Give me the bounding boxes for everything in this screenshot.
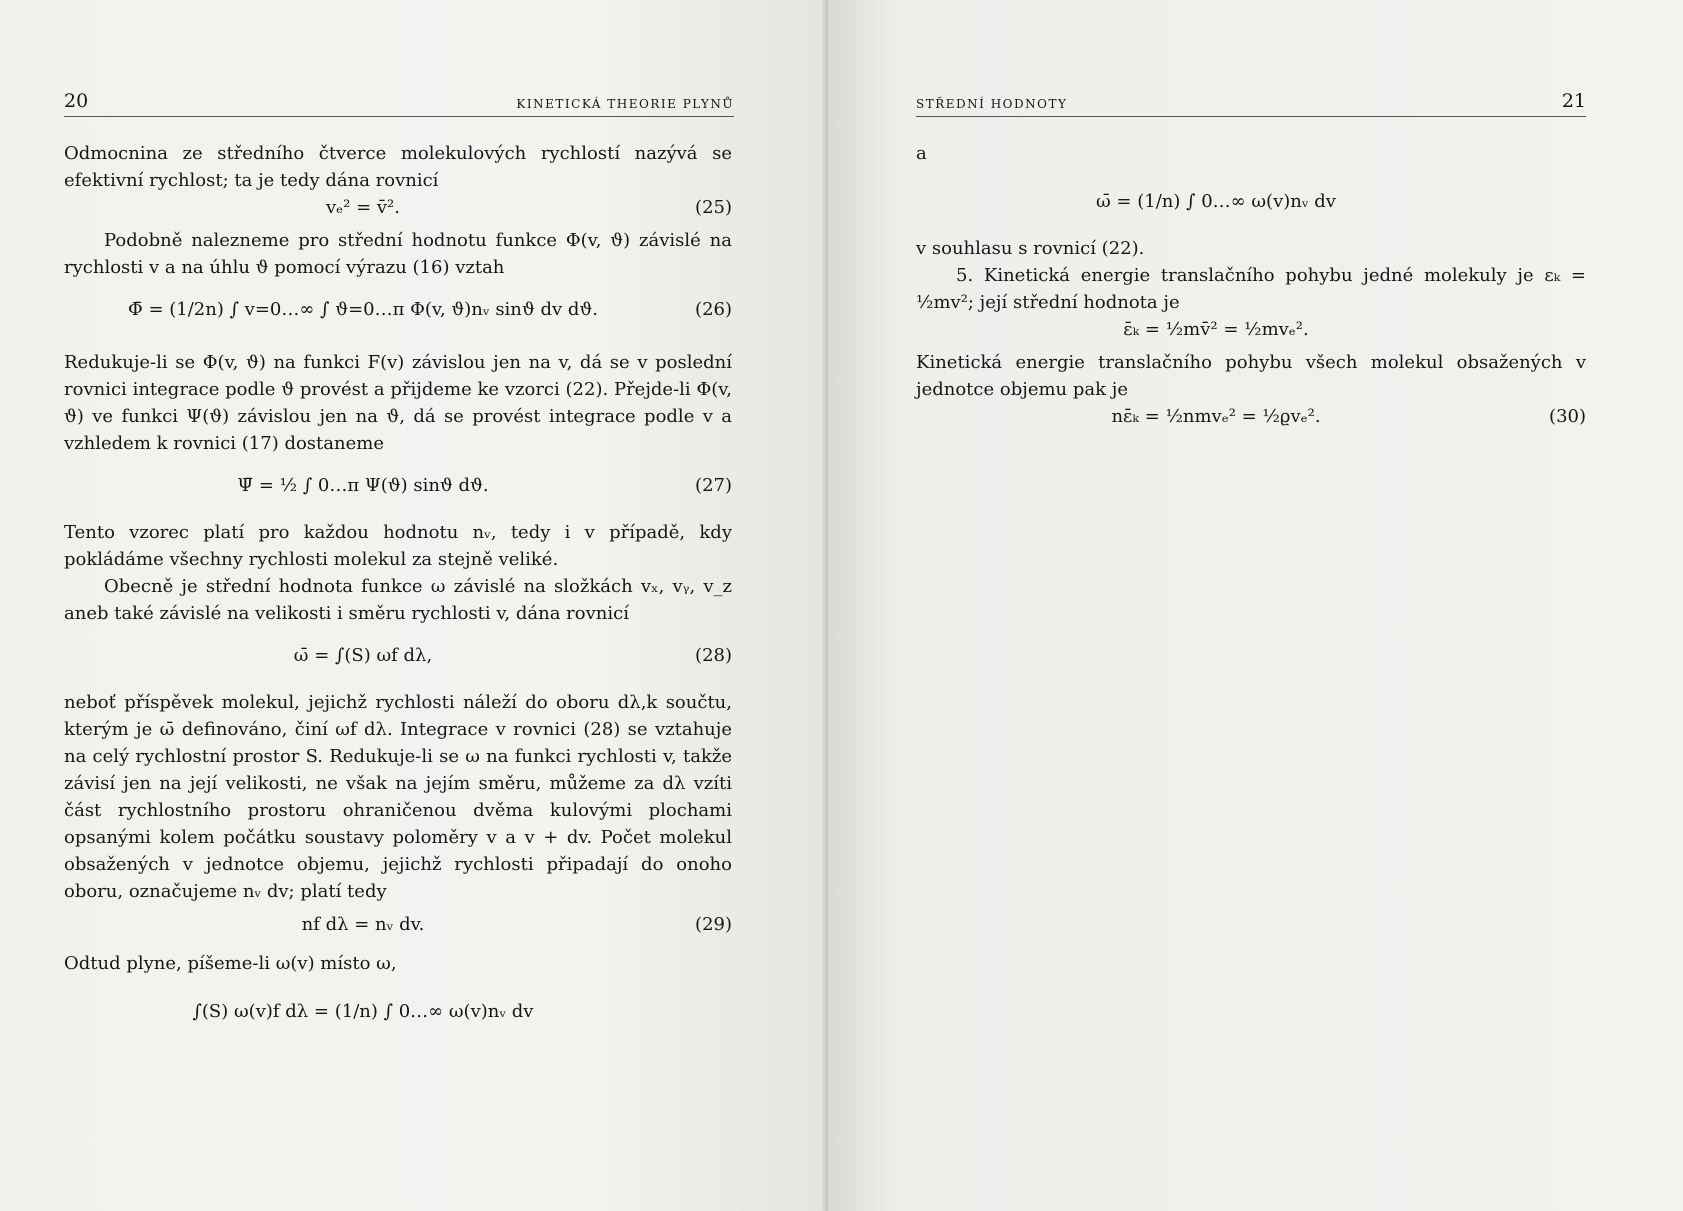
equation-body: Ψ̄ = ½ ∫ 0…π Ψ(ϑ) sinϑ dϑ. bbox=[237, 474, 489, 496]
equation-body: vₑ² = v̄². bbox=[326, 197, 400, 218]
equation-29 bbox=[64, 911, 732, 938]
equation-number: (30) bbox=[1549, 406, 1586, 427]
paragraph: Kinetická energie translačního pohybu všech molekul obsažených v jednotce objemu pak je bbox=[916, 352, 1586, 400]
paragraph: v souhlasu s rovnicí (22). bbox=[916, 238, 1145, 259]
left-page bbox=[0, 0, 828, 1211]
paragraph: Podobně nalezneme pro střední hodnotu funkce Φ(v, ϑ) závislé na rychlosti v a na úhlu ϑ pomocí výrazu (16) vztah bbox=[64, 230, 732, 278]
equation-body: ω̄ = (1/n) ∫ 0…∞ ω(v)nᵥ dv bbox=[1096, 190, 1336, 212]
equation-body: ∫(S) ω(v)f dλ = (1/n) ∫ 0…∞ ω(v)nᵥ dv bbox=[192, 1000, 534, 1022]
equation-unnumbered bbox=[916, 316, 1586, 343]
equation-26 bbox=[64, 281, 732, 337]
equation-number: (29) bbox=[695, 914, 732, 935]
equation-number: (28) bbox=[695, 644, 732, 666]
paragraph: Redukuje-li se Φ(v, ϑ) na funkci F(v) závislou jen na v, dá se v poslední rovnici integrace podle ϑ provést a přijdeme ke vzorci (22). Přejde-li Φ(v, ϑ) ve funkci Ψ(ϑ) závislou jen na ϑ, dá se provést integrace podle v a vzhledem k rovnici (17) dostaneme bbox=[64, 352, 732, 454]
equation-body: nf dλ = nᵥ dv. bbox=[301, 914, 425, 935]
equation-body: nε̄ₖ = ½nmvₑ² = ½ϱvₑ². bbox=[1111, 406, 1321, 427]
equation-body: ω̄ = ∫(S) ωf dλ, bbox=[293, 644, 433, 666]
equation-body: ε̄ₖ = ½mv̄² = ½mvₑ². bbox=[1123, 319, 1309, 340]
equation-27 bbox=[64, 457, 732, 513]
paragraph: neboť příspěvek molekul, jejichž rychlosti náleží do oboru dλ,k součtu, kterým je ω̄ definováno, činí ωf dλ. Integrace v rovnici (28) se vztahuje na celý rychlostní prostor S. Redukuje-li se ω na funkci rychlosti v, takže závisí jen na její velikosti, ne však na jejím směru, můžeme za dλ vzíti část rychlostního prostoru ohraničenou dvěma kulovými plochami opsanými kolem počátku soustavy poloměry v a v + dv. Počet molekul obsažených v jednotce objemu, jejichž rychlosti připadají do onoho oboru, označujeme nᵥ dv; platí tedy bbox=[64, 692, 732, 902]
right-page bbox=[828, 0, 1683, 1211]
equation-unnumbered bbox=[64, 977, 732, 1045]
equation-number: (26) bbox=[695, 298, 732, 320]
right-running-head bbox=[916, 90, 1586, 117]
paragraph: Odtud plyne, píšeme-li ω(v) místo ω, bbox=[64, 953, 397, 974]
equation-body: Φ̄ = (1/2n) ∫ v=0…∞ ∫ ϑ=0…π Φ(v, ϑ)nᵥ sinϑ dv dϑ. bbox=[127, 298, 599, 320]
equation-25 bbox=[64, 194, 732, 221]
paragraph: Obecně je střední hodnota funkce ω závislé na složkách vₓ, vᵧ, v_z aneb také závislé na velikosti i směru rychlosti v, dána rovnicí bbox=[64, 576, 732, 624]
paragraph: Odmocnina ze středního čtverce molekulových rychlostí nazývá se efektivní rychlost; ta je tedy dána rovnicí bbox=[64, 143, 732, 191]
right-text-column bbox=[916, 140, 1586, 430]
right-page-number: 21 bbox=[1561, 90, 1586, 112]
left-running-head bbox=[64, 90, 734, 117]
equation-number: (27) bbox=[695, 474, 732, 496]
right-running-title: STŘEDNÍ HODNOTY bbox=[916, 97, 1068, 111]
equation-28 bbox=[64, 627, 732, 683]
equation-unnumbered bbox=[916, 167, 1586, 235]
equation-30 bbox=[916, 403, 1586, 430]
paragraph: 5. Kinetická energie translačního pohybu jedné molekuly je εₖ = ½mv²; její střední hodnota je bbox=[916, 265, 1586, 313]
paragraph: a bbox=[916, 143, 927, 164]
paragraph: Tento vzorec platí pro každou hodnotu nᵥ, tedy i v případě, kdy pokládáme všechny rychlosti molekul za stejně veliké. bbox=[64, 522, 732, 570]
left-text-column bbox=[64, 140, 732, 1045]
equation-number: (25) bbox=[695, 197, 732, 218]
left-page-number: 20 bbox=[64, 90, 89, 112]
left-running-title: KINETICKÁ THEORIE PLYNŮ bbox=[516, 97, 734, 111]
